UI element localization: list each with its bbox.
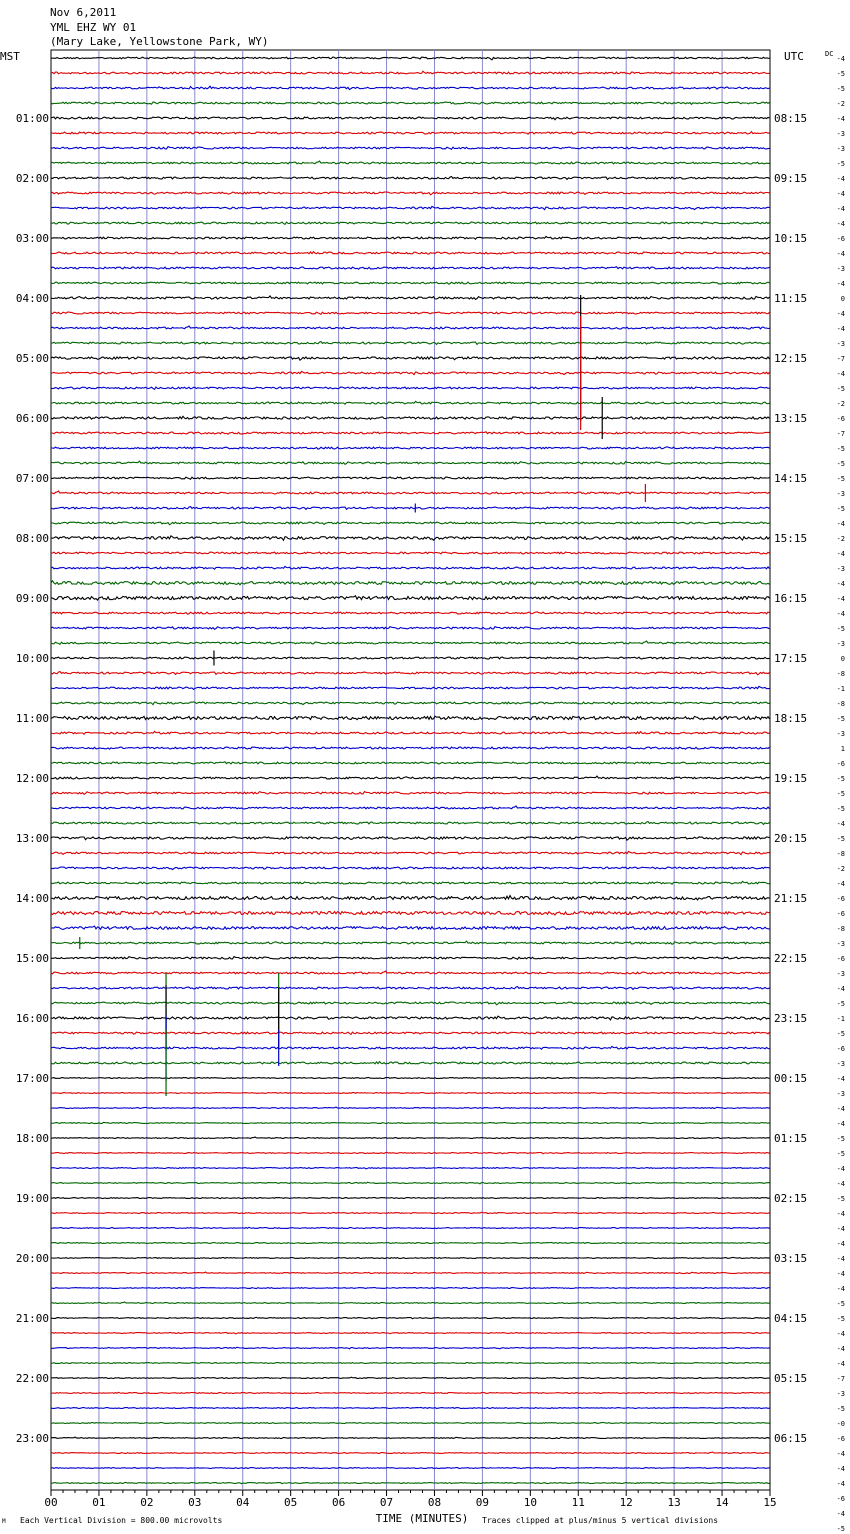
hour-label-mst: 21:00 [15, 1312, 49, 1325]
dc-offset-value: -4 [836, 1120, 845, 1128]
dc-offset-value: -6 [836, 1495, 845, 1503]
hour-label-utc: 14:15 [774, 472, 808, 485]
dc-offset-value: -5 [836, 505, 845, 513]
trace-line [51, 1016, 770, 1020]
dc-offset-value: -0 [836, 1420, 845, 1428]
dc-offset-value: 0 [840, 655, 845, 663]
hour-label-utc: 19:15 [774, 772, 808, 785]
dc-offset-value: -5 [836, 160, 845, 168]
trace-line [51, 686, 770, 689]
dc-offset-value: -3 [836, 730, 845, 738]
x-tick-label: 00 [44, 1496, 58, 1509]
trace-line [51, 57, 770, 60]
trace-line [51, 147, 770, 150]
hour-label-mst: 09:00 [15, 592, 49, 605]
trace-line [51, 1122, 770, 1123]
trace-line [51, 1347, 770, 1349]
dc-offset-value: 0 [840, 295, 845, 303]
dc-offset-value: -4 [836, 1480, 845, 1488]
trace-line [51, 296, 770, 300]
trace-line [51, 657, 770, 659]
trace-line [51, 416, 770, 419]
hour-label-mst: 12:00 [15, 772, 49, 785]
trace-line [51, 896, 770, 900]
trace-line [51, 192, 770, 195]
trace-line [51, 851, 770, 854]
trace-line [51, 117, 770, 120]
trace-line [51, 1046, 770, 1049]
dc-offset-value: -4 [836, 1075, 845, 1083]
dc-offset-value: -4 [836, 595, 845, 603]
station-location: (Mary Lake, Yellowstone Park, WY) [50, 35, 269, 48]
dc-offset-value: -5 [836, 1315, 845, 1323]
trace-line [51, 672, 770, 675]
dc-offset-value: -5 [836, 1135, 845, 1143]
trace-line [51, 1168, 770, 1169]
dc-offset-value: -4 [836, 1510, 845, 1518]
trace-line [51, 267, 770, 269]
dc-offset-value: -4 [836, 1105, 845, 1113]
trace-line [51, 837, 770, 840]
trace-line [51, 1257, 770, 1258]
dc-offset-value: -3 [836, 1390, 845, 1398]
trace-line [51, 957, 770, 960]
dc-offset-value: -6 [836, 955, 845, 963]
hour-label-utc: 22:15 [774, 952, 808, 965]
dc-offset-value: -7 [836, 1375, 845, 1383]
trace-line [51, 206, 770, 209]
dc-offset-value: -4 [836, 250, 845, 258]
trace-line [51, 1272, 770, 1274]
dc-offset-value: -5 [836, 475, 845, 483]
dc-offset-value: -7 [836, 355, 845, 363]
trace-line [51, 971, 770, 974]
trace-line [51, 222, 770, 224]
hour-label-mst: 07:00 [15, 472, 49, 485]
dc-offset-value: -4 [836, 610, 845, 618]
trace-line [51, 312, 770, 314]
dc-offset-value: -3 [836, 940, 845, 948]
trace-line [51, 1437, 770, 1439]
dc-offset-value: -3 [836, 640, 845, 648]
trace-line [51, 1077, 770, 1078]
clipping-note: Traces clipped at plus/minus 5 vertical divisions [482, 1516, 719, 1525]
mst-axis-label: MST [0, 50, 20, 63]
trace-line [51, 326, 770, 329]
trace-line [51, 71, 770, 74]
x-tick-label: 02 [140, 1496, 154, 1509]
dc-offset-value: -5 [836, 85, 845, 93]
hour-label-mst: 04:00 [15, 292, 49, 305]
dc-offset-value: -6 [836, 235, 845, 243]
trace-line [51, 1377, 770, 1378]
trace-line [51, 477, 770, 479]
trace-line [51, 1333, 770, 1334]
trace-line [51, 627, 770, 630]
trace-line [51, 342, 770, 345]
hour-label-mst: 06:00 [15, 412, 49, 425]
trace-line [51, 461, 770, 464]
dc-offset-value: -4 [836, 550, 845, 558]
dc-offset-value: -4 [836, 985, 845, 993]
dc-offset-value: -8 [836, 700, 845, 708]
hour-label-utc: 21:15 [774, 892, 808, 905]
dc-offset-value: -5 [836, 1525, 845, 1533]
dc-offset-value: -5 [836, 70, 845, 78]
dc-offset-value: -6 [836, 910, 845, 918]
trace-line [51, 1468, 770, 1469]
hour-label-mst: 17:00 [15, 1072, 49, 1085]
dc-offset-value: -4 [836, 115, 845, 123]
dc-offset-value: -3 [836, 130, 845, 138]
vertical-division-note: Each Vertical Division = 800.00 microvolts [20, 1516, 223, 1525]
trace-line [51, 86, 770, 89]
dc-offset-value: -4 [836, 280, 845, 288]
x-tick-label: 14 [715, 1496, 729, 1509]
trace-line [51, 596, 770, 600]
dc-offset-value: -1 [836, 685, 845, 693]
hour-label-utc: 06:15 [774, 1432, 808, 1445]
trace-line [51, 716, 770, 719]
dc-offset-value: -4 [836, 220, 845, 228]
dc-offset-value: -2 [836, 865, 845, 873]
trace-line [51, 102, 770, 104]
hour-label-utc: 12:15 [774, 352, 808, 365]
hour-label-utc: 17:15 [774, 652, 808, 665]
dc-offset-value: -4 [836, 1270, 845, 1278]
dc-offset-value: -7 [836, 430, 845, 438]
hour-label-utc: 20:15 [774, 832, 808, 845]
trace-line [51, 552, 770, 554]
dc-offset-value: -4 [836, 1450, 845, 1458]
x-tick-label: 07 [379, 1496, 394, 1509]
hour-label-utc: 15:15 [774, 532, 808, 545]
trace-line [51, 822, 770, 825]
dc-offset-value: -4 [836, 310, 845, 318]
hour-label-utc: 09:15 [774, 172, 808, 185]
hour-label-mst: 23:00 [15, 1432, 49, 1445]
x-tick-label: 08 [427, 1496, 442, 1509]
trace-line [51, 1482, 770, 1483]
trace-line [51, 1002, 770, 1005]
dc-offset-value: -4 [836, 1165, 845, 1173]
trace-line [51, 1182, 770, 1184]
dc-offset-value: -1 [836, 1015, 845, 1023]
trace-line [51, 776, 770, 779]
dc-offset-value: -4 [836, 370, 845, 378]
dc-offset-value: -6 [836, 415, 845, 423]
dc-offset-value: -4 [836, 1240, 845, 1248]
hour-label-mst: 18:00 [15, 1132, 49, 1145]
hour-label-utc: 05:15 [774, 1372, 808, 1385]
trace-line [51, 371, 770, 374]
plot-frame [51, 50, 770, 1490]
trace-line [51, 941, 770, 944]
dc-offset-value: -2 [836, 100, 845, 108]
dc-offset-value: -5 [836, 805, 845, 813]
dc-offset-value: -5 [836, 1000, 845, 1008]
dc-offset-value: -3 [836, 145, 845, 153]
dc-offset-value: -6 [836, 1045, 845, 1053]
hour-label-mst: 15:00 [15, 952, 49, 965]
hour-label-mst: 19:00 [15, 1192, 49, 1205]
x-tick-label: 04 [236, 1496, 250, 1509]
record-date: Nov 6,2011 [50, 6, 117, 19]
hour-label-utc: 11:15 [774, 292, 808, 305]
trace-line [51, 236, 770, 239]
dc-offset-value: -2 [836, 400, 845, 408]
dc-offset-value: -4 [836, 1465, 845, 1473]
dc-offset-value: -5 [836, 715, 845, 723]
trace-line [51, 566, 770, 569]
dc-offset-value: -4 [836, 1285, 845, 1293]
trace-line [51, 161, 770, 164]
utc-axis-label: UTC [784, 50, 804, 63]
dc-offset-value: -5 [836, 1150, 845, 1158]
dc-offset-value: -4 [836, 1255, 845, 1263]
trace-line [51, 881, 770, 884]
trace-line [51, 387, 770, 389]
trace-line [51, 1093, 770, 1094]
dc-offset-value: -4 [836, 325, 845, 333]
dc-offset-value: -4 [836, 820, 845, 828]
x-tick-label: 12 [619, 1496, 633, 1509]
dc-offset-value: -4 [836, 55, 845, 63]
dc-offset-value: -4 [836, 520, 845, 528]
hour-label-mst: 14:00 [15, 892, 49, 905]
trace-line [51, 806, 770, 809]
hour-label-mst: 20:00 [15, 1252, 49, 1265]
dc-offset-value: -5 [836, 775, 845, 783]
trace-line [51, 507, 770, 510]
trace-line [51, 912, 770, 916]
x-tick-label: 01 [92, 1496, 106, 1509]
trace-line [51, 401, 770, 404]
dc-offset-value: -3 [836, 565, 845, 573]
dc-offset-value: -5 [836, 445, 845, 453]
dc-offset-value: -5 [836, 385, 845, 393]
dc-offset-value: -4 [836, 205, 845, 213]
trace-line [51, 611, 770, 614]
x-tick-label: 10 [523, 1496, 537, 1509]
hour-label-utc: 16:15 [774, 592, 808, 605]
trace-line [51, 702, 770, 705]
trace-line [51, 447, 770, 449]
x-tick-label: 06 [331, 1496, 346, 1509]
dc-offset-value: -4 [836, 580, 845, 588]
hour-label-utc: 10:15 [774, 232, 808, 245]
hour-label-utc: 01:15 [774, 1132, 808, 1145]
hour-label-mst: 05:00 [15, 352, 49, 365]
dc-offset-value: -4 [836, 1345, 845, 1353]
hour-label-mst: 03:00 [15, 232, 49, 245]
hour-label-utc: 08:15 [774, 112, 808, 125]
x-tick-label: 15 [763, 1496, 777, 1509]
trace-line [51, 1062, 770, 1065]
hour-label-utc: 18:15 [774, 712, 808, 725]
dc-offset-value: -8 [836, 670, 845, 678]
trace-line [51, 1107, 770, 1109]
trace-line [51, 1227, 770, 1228]
trace-line [51, 1363, 770, 1364]
dc-offset-value: -4 [836, 1360, 845, 1368]
dc-offset-value: -5 [836, 460, 845, 468]
dc-offset-value: -3 [836, 1060, 845, 1068]
hour-label-mst: 11:00 [15, 712, 49, 725]
trace-line [51, 1422, 770, 1423]
trace-line [51, 641, 770, 644]
x-tick-label: 03 [188, 1496, 202, 1509]
trace-line [51, 926, 770, 930]
trace-line [51, 581, 770, 585]
trace-line [51, 1137, 770, 1138]
dc-offset-value: -5 [836, 790, 845, 798]
hour-label-mst: 01:00 [15, 112, 49, 125]
hour-label-mst: 02:00 [15, 172, 49, 185]
station-code: YML EHZ WY 01 [50, 21, 137, 34]
trace-line [51, 1152, 770, 1153]
hour-label-utc: 02:15 [774, 1192, 808, 1205]
hour-label-mst: 22:00 [15, 1372, 49, 1385]
trace-line [51, 762, 770, 764]
dc-offset-value: -5 [836, 1405, 845, 1413]
dc-offset-value: -4 [836, 880, 845, 888]
trace-line [51, 1242, 770, 1243]
trace-line [51, 1212, 770, 1213]
dc-offset-value: -3 [836, 490, 845, 498]
hour-label-utc: 03:15 [774, 1252, 808, 1265]
dc-offset-value: -5 [836, 625, 845, 633]
trace-line [51, 1302, 770, 1303]
trace-line [51, 252, 770, 255]
dc-offset-value: -4 [836, 1180, 845, 1188]
x-tick-label: 11 [571, 1496, 585, 1509]
dc-offset-value: -5 [836, 1300, 845, 1308]
x-tick-label: 05 [284, 1496, 298, 1509]
dc-offset-value: -3 [836, 340, 845, 348]
hour-label-utc: 13:15 [774, 412, 808, 425]
trace-line [51, 1288, 770, 1289]
dc-offset-value: -3 [836, 970, 845, 978]
dc-offset-value: -2 [836, 535, 845, 543]
dc-offset-value: 1 [840, 745, 845, 753]
dc-offset-value: -8 [836, 850, 845, 858]
hour-label-mst: 10:00 [15, 652, 49, 665]
dc-offset-value: -5 [836, 1030, 845, 1038]
dc-offset-value: -5 [836, 1195, 845, 1203]
trace-line [51, 432, 770, 434]
trace-line [51, 1392, 770, 1393]
dc-offset-value: -3 [836, 1090, 845, 1098]
trace-line [51, 491, 770, 494]
trace-line [51, 1198, 770, 1199]
dc-offset-value: -6 [836, 760, 845, 768]
trace-line [51, 1317, 770, 1318]
dc-offset-value: -4 [836, 190, 845, 198]
dc-offset-value: -8 [836, 925, 845, 933]
hour-label-utc: 04:15 [774, 1312, 808, 1325]
footer-mark: M [2, 1518, 6, 1525]
hour-label-mst: 08:00 [15, 532, 49, 545]
trace-line [51, 1407, 770, 1408]
trace-line [51, 731, 770, 734]
hour-label-utc: 00:15 [774, 1072, 808, 1085]
trace-line [51, 536, 770, 541]
trace-line [51, 1032, 770, 1034]
dc-offset-value: -4 [836, 1210, 845, 1218]
x-tick-label: 09 [475, 1496, 490, 1509]
dc-offset-header: DC [825, 50, 834, 58]
trace-line [51, 987, 770, 990]
trace-line [51, 132, 770, 135]
trace-line [51, 792, 770, 795]
hour-label-utc: 23:15 [774, 1012, 808, 1025]
trace-line [51, 177, 770, 180]
dc-offset-value: -3 [836, 265, 845, 273]
hour-label-mst: 16:00 [15, 1012, 49, 1025]
x-tick-label: 13 [667, 1496, 681, 1509]
dc-offset-value: -4 [836, 1225, 845, 1233]
trace-line [51, 357, 770, 360]
hour-label-mst: 13:00 [15, 832, 49, 845]
trace-line [51, 867, 770, 870]
dc-offset-value: -4 [836, 175, 845, 183]
trace-line [51, 282, 770, 284]
dc-offset-value: -5 [836, 835, 845, 843]
trace-line [51, 1452, 770, 1454]
x-axis-label: TIME (MINUTES) [375, 1512, 469, 1525]
dc-offset-value: -6 [836, 1435, 845, 1443]
trace-line [51, 747, 770, 749]
trace-line [51, 522, 770, 525]
dc-offset-value: -6 [836, 895, 845, 903]
dc-offset-value: -4 [836, 1330, 845, 1338]
